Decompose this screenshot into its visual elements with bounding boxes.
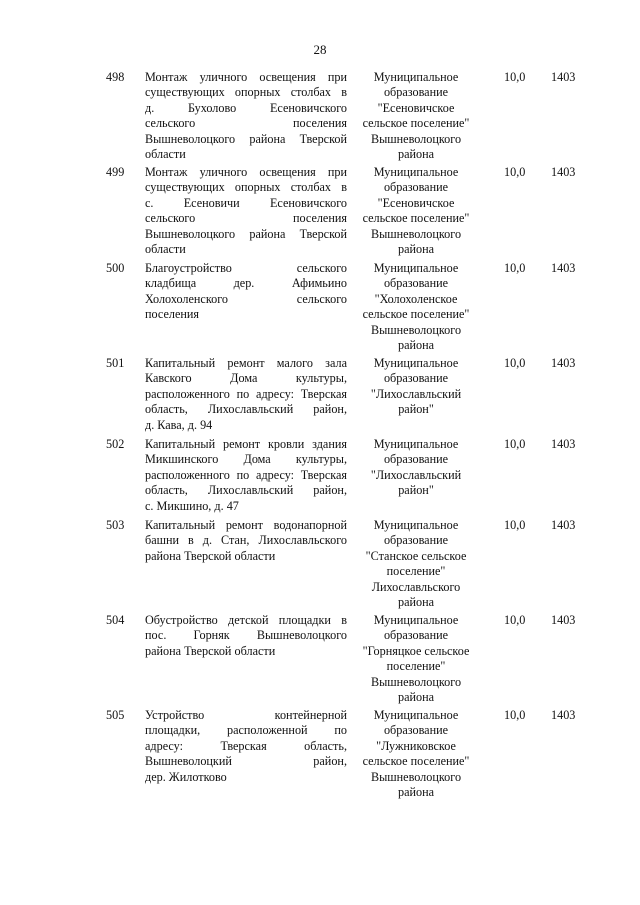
recipient-line: образование xyxy=(383,276,449,291)
description-line: Капитальный ремонт водонапорной xyxy=(145,518,347,532)
recipient-line: "Есеновичское xyxy=(377,100,455,115)
row-code: 1403 xyxy=(551,437,576,451)
recipient-line: района xyxy=(397,242,435,257)
description-line: существующих опорных столбах в xyxy=(145,85,347,100)
recipient-line: образование xyxy=(383,452,449,467)
description-line: с. Микшино, д. 47 xyxy=(145,498,239,513)
row-number: 504 xyxy=(106,613,125,627)
recipient-line: Муниципальное xyxy=(373,437,459,451)
description-line: поселения xyxy=(145,307,200,322)
description-line: область, Лихославльский район, xyxy=(145,483,347,498)
description-line: дер. Жилотково xyxy=(145,769,227,784)
row-description xyxy=(145,70,347,162)
description-line: с. Есеновичи Есеновичского xyxy=(145,195,347,210)
description-line: Холохоленского сельского xyxy=(145,291,347,306)
description-line: области xyxy=(145,147,186,162)
row-amount: 10,0 xyxy=(504,165,526,179)
recipient-line: Вышневолоцкого xyxy=(370,131,462,146)
recipient-line: района xyxy=(397,595,435,610)
description-line: Капитальный ремонт малого зала xyxy=(145,356,347,370)
description-line: Благоустройство сельского xyxy=(145,261,347,275)
description-line: д. Бухолово Есеновичского xyxy=(145,100,347,115)
recipient-line: образование xyxy=(383,628,449,643)
description-line: района Тверской области xyxy=(145,548,276,563)
recipient-line: образование xyxy=(383,85,449,100)
description-line: Монтаж уличного освещения при xyxy=(145,70,347,84)
recipient-line: Муниципальное xyxy=(373,356,459,370)
description-line: района Тверской области xyxy=(145,643,276,658)
recipient-line: "Холохоленское xyxy=(374,291,458,306)
row-amount: 10,0 xyxy=(504,356,526,370)
description-line: области xyxy=(145,242,186,257)
row-code: 1403 xyxy=(551,261,576,275)
recipient-line: "Лихославльский xyxy=(370,386,462,401)
recipient-line: район" xyxy=(398,402,434,417)
recipient-line: Муниципальное xyxy=(373,518,459,532)
description-line: Микшинского Дома культуры, xyxy=(145,452,347,467)
recipient-line: Муниципальное xyxy=(373,165,459,179)
recipient-line: района xyxy=(397,338,435,353)
description-line: Капитальный ремонт кровли здания xyxy=(145,437,347,451)
row-recipient xyxy=(356,261,476,353)
page-number: 28 xyxy=(313,42,327,57)
row-description xyxy=(145,613,347,659)
description-line: адресу: Тверская область, xyxy=(145,738,347,753)
row-code: 1403 xyxy=(551,613,576,627)
row-number: 500 xyxy=(106,261,125,275)
row-description xyxy=(145,437,347,514)
recipient-line: сельское поселение" xyxy=(362,307,470,322)
row-code: 1403 xyxy=(551,356,576,370)
description-line: кладбища дер. Афимьино xyxy=(145,276,347,291)
row-description xyxy=(145,356,347,433)
description-line: Кавского Дома культуры, xyxy=(145,371,347,386)
description-line: площадки, расположенной по xyxy=(145,723,347,738)
row-recipient xyxy=(356,165,476,257)
row-amount: 10,0 xyxy=(504,708,526,722)
description-line: Устройство контейнерной xyxy=(145,708,347,722)
row-number: 499 xyxy=(106,165,125,179)
row-recipient xyxy=(356,356,476,418)
recipient-line: района xyxy=(397,785,435,800)
recipient-line: сельское поселение" xyxy=(362,211,470,226)
recipient-line: района xyxy=(397,690,435,705)
recipient-line: района xyxy=(397,147,435,162)
recipient-line: "Станское сельское xyxy=(365,548,467,563)
row-amount: 10,0 xyxy=(504,613,526,627)
row-description xyxy=(145,708,347,785)
row-recipient xyxy=(356,613,476,705)
recipient-line: образование xyxy=(383,371,449,386)
description-line: Вышневолоцкого района Тверской xyxy=(145,226,347,241)
description-line: существующих опорных столбах в xyxy=(145,180,347,195)
description-line: область, Лихославльский район, xyxy=(145,402,347,417)
row-number: 505 xyxy=(106,708,125,722)
recipient-line: "Есеновичское xyxy=(377,195,455,210)
row-description xyxy=(145,518,347,564)
recipient-line: Вышневолоцкого xyxy=(370,674,462,689)
recipient-line: район" xyxy=(398,483,434,498)
row-recipient xyxy=(356,70,476,162)
description-line: Вышневолоцкого района Тверской xyxy=(145,131,347,146)
recipient-line: поселение" xyxy=(386,564,446,579)
description-line: д. Кава, д. 94 xyxy=(145,417,213,432)
row-number: 498 xyxy=(106,70,125,84)
row-number: 502 xyxy=(106,437,125,451)
row-number: 503 xyxy=(106,518,125,532)
row-code: 1403 xyxy=(551,70,576,84)
row-amount: 10,0 xyxy=(504,70,526,84)
row-recipient xyxy=(356,437,476,499)
recipient-line: поселение" xyxy=(386,659,446,674)
row-amount: 10,0 xyxy=(504,437,526,451)
row-description xyxy=(145,165,347,257)
description-line: Монтаж уличного освещения при xyxy=(145,165,347,179)
recipient-line: образование xyxy=(383,723,449,738)
row-code: 1403 xyxy=(551,518,576,532)
recipient-line: образование xyxy=(383,533,449,548)
recipient-line: Муниципальное xyxy=(373,613,459,627)
recipient-line: Вышневолоцкого xyxy=(370,769,462,784)
row-number: 501 xyxy=(106,356,125,370)
recipient-line: сельское поселение" xyxy=(362,754,470,769)
row-recipient xyxy=(356,708,476,800)
row-code: 1403 xyxy=(551,708,576,722)
recipient-line: Вышневолоцкого xyxy=(370,226,462,241)
description-line: Обустройство детской площадки в xyxy=(145,613,347,627)
recipient-line: Вышневолоцкого xyxy=(370,322,462,337)
row-description xyxy=(145,261,347,323)
recipient-line: "Лихославльский xyxy=(370,467,462,482)
row-recipient xyxy=(356,518,476,610)
row-amount: 10,0 xyxy=(504,261,526,275)
description-line: расположенного по адресу: Тверская xyxy=(145,467,347,482)
row-code: 1403 xyxy=(551,165,576,179)
row-amount: 10,0 xyxy=(504,518,526,532)
recipient-line: Муниципальное xyxy=(373,70,459,84)
recipient-line: образование xyxy=(383,180,449,195)
description-line: пос. Горняк Вышневолоцкого xyxy=(145,628,347,643)
recipient-line: Муниципальное xyxy=(373,708,459,722)
description-line: сельского поселения xyxy=(145,116,347,131)
recipient-line: Муниципальное xyxy=(373,261,459,275)
recipient-line: Лихославльского xyxy=(371,579,461,594)
recipient-line: "Горняцкое сельское xyxy=(362,643,470,658)
description-line: сельского поселения xyxy=(145,211,347,226)
description-line: Вышневолоцкий район, xyxy=(145,754,347,769)
recipient-line: сельское поселение" xyxy=(362,116,470,131)
description-line: расположенного по адресу: Тверская xyxy=(145,386,347,401)
recipient-line: "Лужниковское xyxy=(376,738,456,753)
description-line: башни в д. Стан, Лихославльского xyxy=(145,533,347,548)
